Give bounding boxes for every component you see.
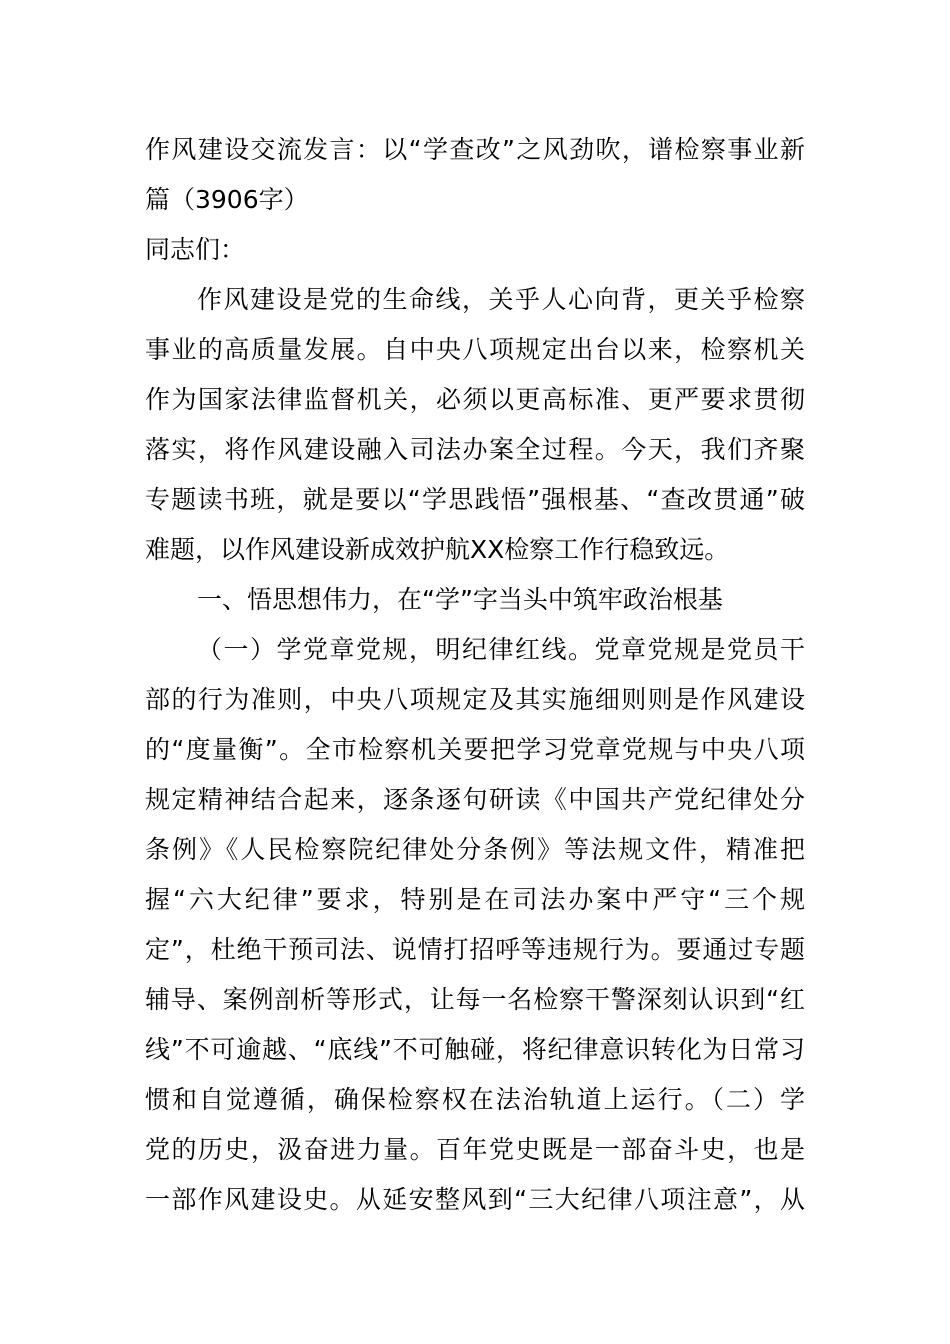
section-heading: 一、悟思想伟力，在“学”字当头中筑牢政治根基 <box>197 585 723 614</box>
document-page <box>145 125 805 1225</box>
body-line: 一部作风建设史。从延安整风到“三大纪律八项注意”，从 <box>145 1185 805 1214</box>
salutation: 同志们： <box>145 235 246 264</box>
body-line: 辅导、案例剖析等形式，让每一名检察干警深刻认识到“红 <box>145 985 805 1014</box>
body-line: 规定精神结合起来，逐条逐句研读《中国共产党纪律处分 <box>145 785 805 814</box>
document-title-line: 作风建设交流发言：以“学查改”之风劲吹，谱检察事业新 <box>145 135 805 164</box>
body-line: 线”不可逾越、“底线”不可触碰，将纪律意识转化为日常习 <box>145 1035 805 1064</box>
body-line: 条例》《人民检察院纪律处分条例》等法规文件，精准把 <box>145 835 805 864</box>
body-line: 落实，将作风建设融入司法办案全过程。今天，我们齐聚 <box>145 435 805 464</box>
document-title-line: 篇（3906字） <box>145 185 309 214</box>
body-line: 部的行为准则，中央八项规定及其实施细则则是作风建设 <box>145 685 805 714</box>
body-line: 定”，杜绝干预司法、说情打招呼等违规行为。要通过专题 <box>145 935 805 964</box>
body-line: 难题，以作风建设新成效护航XX检察工作行稳致远。 <box>145 535 730 564</box>
body-line: 握“六大纪律”要求，特别是在司法办案中严守“三个规 <box>145 885 805 914</box>
body-line: 作为国家法律监督机关，必须以更高标准、更严要求贯彻 <box>145 385 805 414</box>
body-line: 作风建设是党的生命线，关乎人心向背，更关乎检察 <box>197 285 805 314</box>
body-line: 党的历史，汲奋进力量。百年党史既是一部奋斗史，也是 <box>145 1135 805 1164</box>
body-line: 的“度量衡”。全市检察机关要把学习党章党规与中央八项 <box>145 735 805 764</box>
body-line: 惯和自觉遵循，确保检察权在法治轨道上运行。（二）学 <box>145 1085 805 1114</box>
body-line: 专题读书班，就是要以“学思践悟”强根基、“查改贯通”破 <box>145 485 805 514</box>
body-line: （一）学党章党规，明纪律红线。党章党规是党员干 <box>197 635 805 664</box>
body-line: 事业的高质量发展。自中央八项规定出台以来，检察机关 <box>145 335 805 364</box>
